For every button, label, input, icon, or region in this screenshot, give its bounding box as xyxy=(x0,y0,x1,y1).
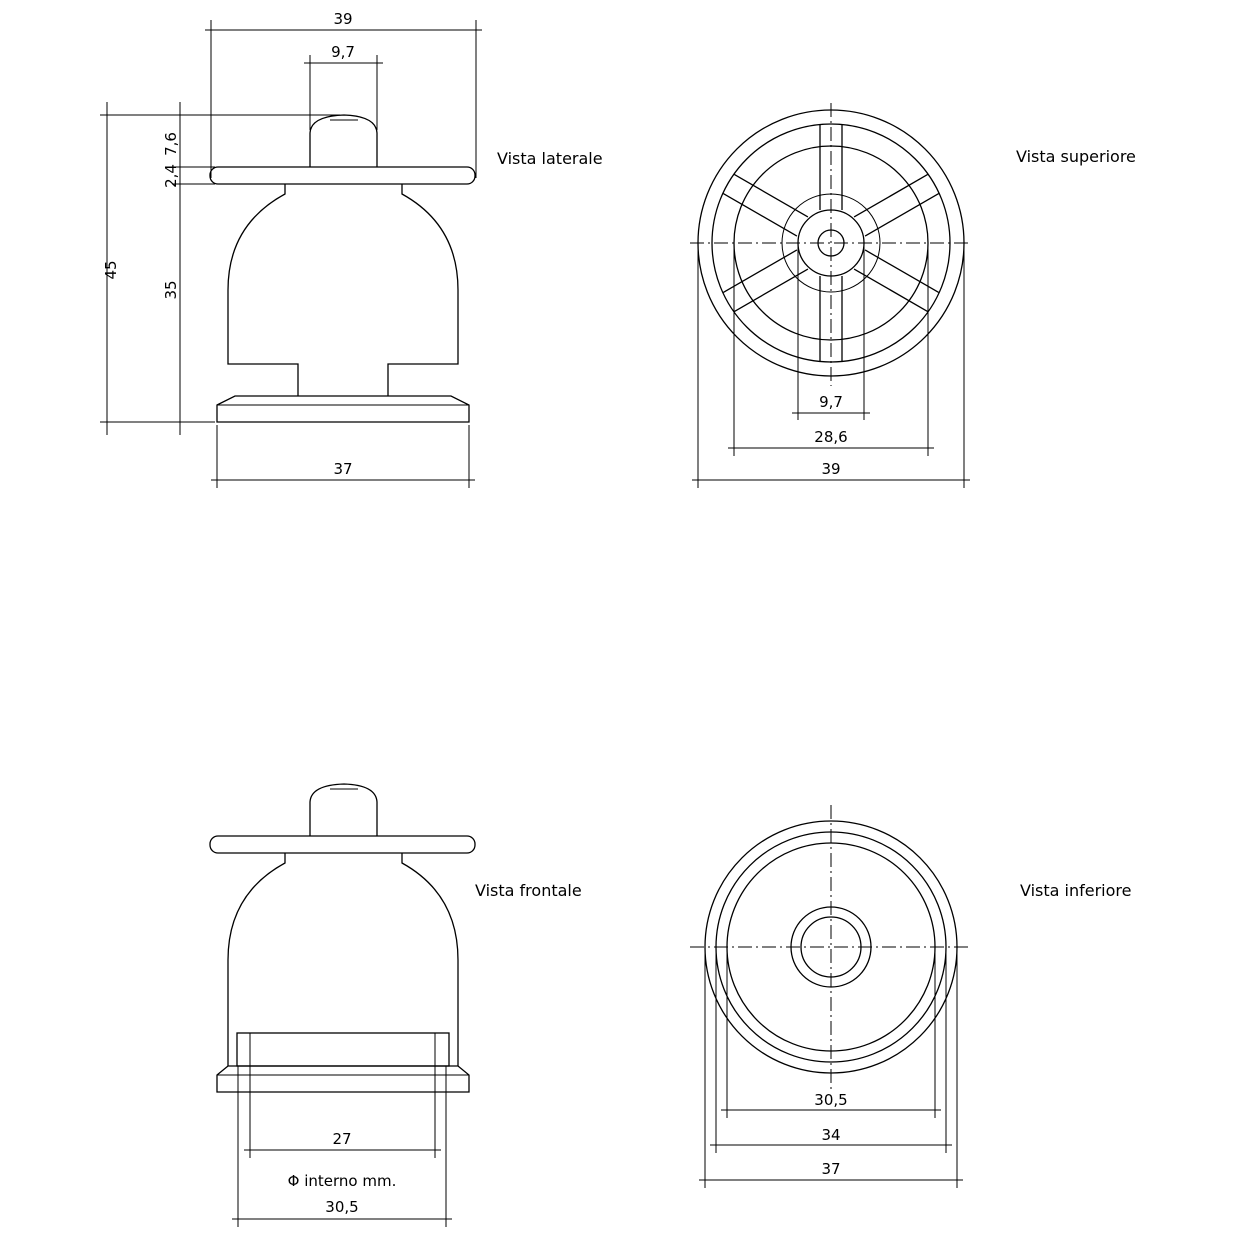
side-base xyxy=(217,396,469,422)
side-dim-flange-height: 2,4 xyxy=(162,164,180,188)
side-view-label: Vista laterale xyxy=(497,149,603,168)
bottom-dim-mid: 34 xyxy=(821,1126,841,1144)
side-knob xyxy=(310,115,377,167)
top-dim-inner: 28,6 xyxy=(814,428,848,446)
front-view xyxy=(210,784,582,1227)
front-dim-note: Φ interno mm. xyxy=(287,1172,397,1190)
bottom-dim-inner: 30,5 xyxy=(814,1091,848,1109)
bottom-dim-outer: 37 xyxy=(821,1160,841,1178)
front-collar xyxy=(237,1033,449,1066)
top-view-label: Vista superiore xyxy=(1016,147,1136,166)
bottom-view-label: Vista inferiore xyxy=(1020,881,1132,900)
front-body xyxy=(228,853,458,1066)
side-flange xyxy=(210,167,475,184)
side-dim-base-width: 37 xyxy=(333,460,353,478)
bottom-view xyxy=(690,805,1131,1188)
front-base xyxy=(217,1066,469,1092)
front-view-label: Vista frontale xyxy=(475,881,582,900)
front-dim-outer: 30,5 xyxy=(325,1198,359,1216)
top-dim-hub: 9,7 xyxy=(819,393,843,411)
side-dim-knob-width: 9,7 xyxy=(331,43,355,61)
side-dim-overall-width: 39 xyxy=(333,10,353,28)
side-dim-total-height: 45 xyxy=(102,260,120,280)
side-body xyxy=(228,184,458,396)
side-dim-knob-height: 7,6 xyxy=(162,132,180,156)
front-flange xyxy=(210,836,475,853)
front-dim-inner: 27 xyxy=(332,1130,352,1148)
front-knob xyxy=(310,784,377,836)
top-view xyxy=(690,103,1136,488)
side-dim-body-height: 35 xyxy=(162,280,180,300)
side-view xyxy=(100,10,603,488)
top-dim-outer: 39 xyxy=(821,460,841,478)
